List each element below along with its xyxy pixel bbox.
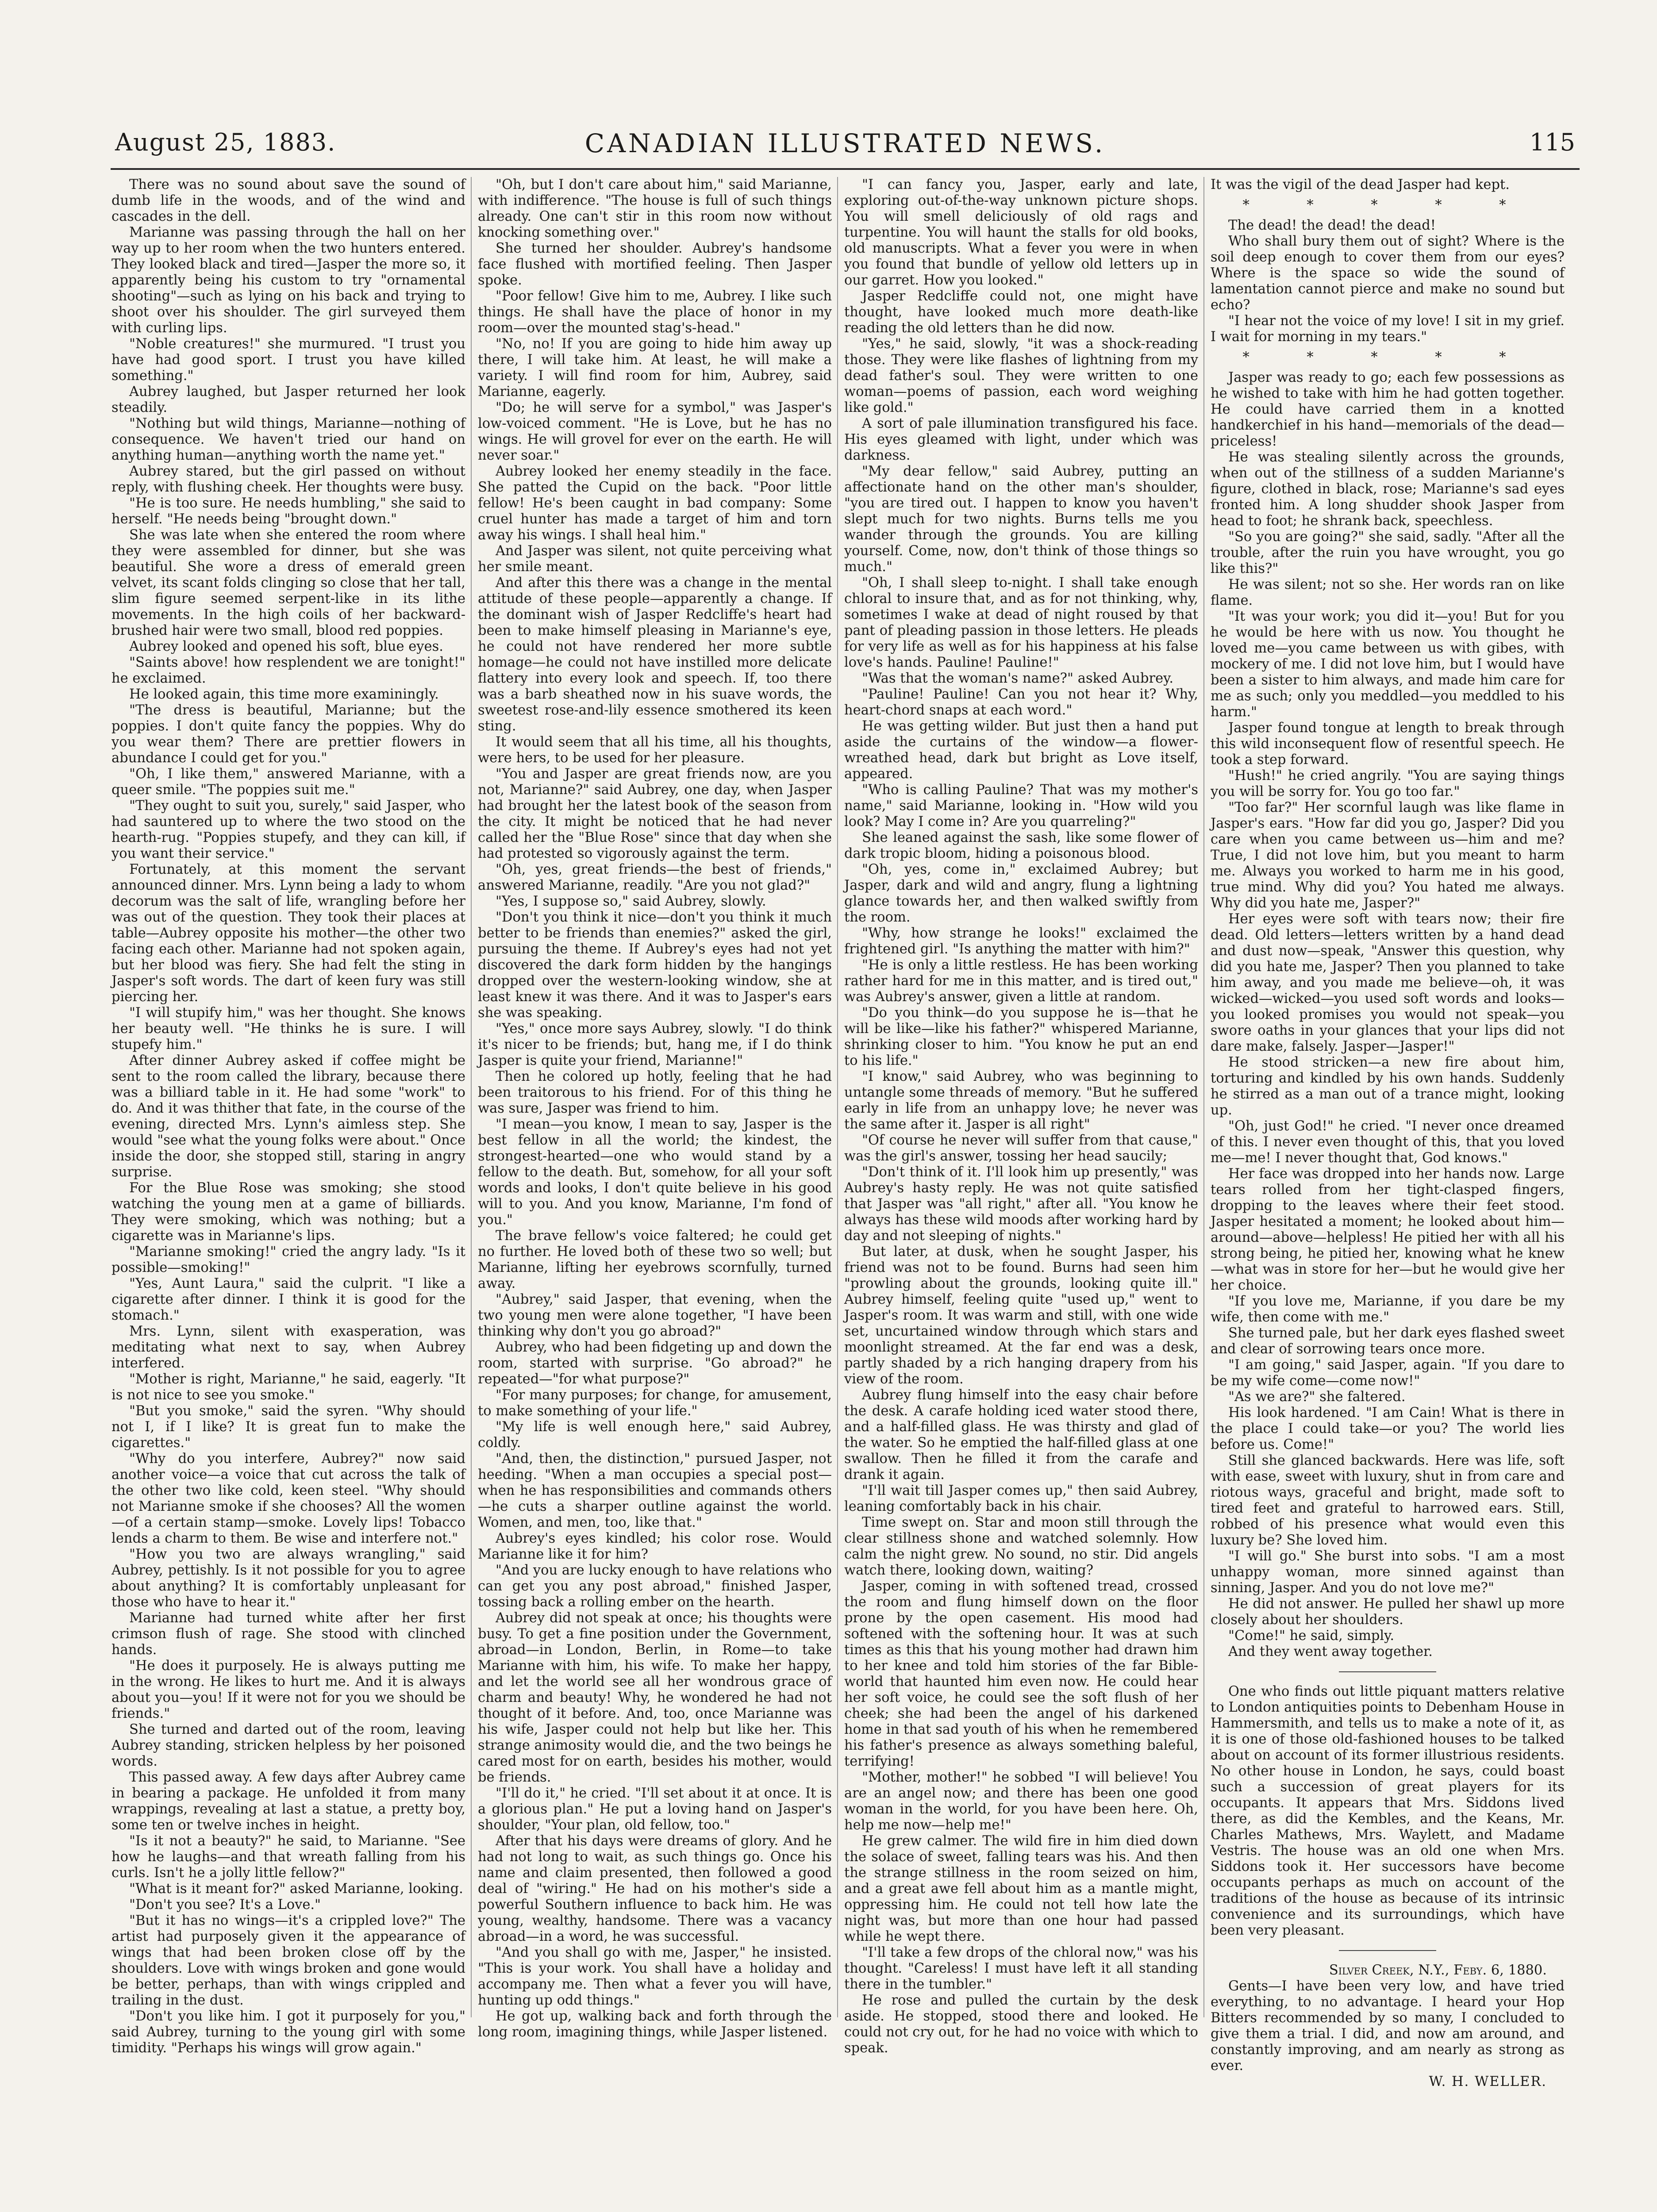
story-paragraph: Aubrey laughed, but Jasper returned her look steadily. xyxy=(111,384,465,415)
story-paragraph: "Nothing but wild things, Marianne—nothing of consequence. We haven't tried our hand on anything human—anything worth the name yet." xyxy=(111,416,465,463)
story-paragraph: "He is only a little restless. He has been working rather hard for me in this matter, and is tired out," was Aubrey's answer, given a little at random. xyxy=(844,957,1198,1005)
story-paragraph: "If you love me, Marianne, if you dare be my wife, then come with me." xyxy=(1211,1294,1565,1325)
story-paragraph: "Of course he never will suffer from that cause," was the girl's answer, tossing her head saucily; xyxy=(844,1133,1198,1164)
section-divider xyxy=(1339,1950,1436,1951)
story-paragraph: Then he colored up hotly, feeling that he had been traitorous to his friend. For of this thing he was sure, Jasper was friend to him. xyxy=(478,1069,832,1116)
story-paragraph: Time swept on. Star and moon still through the clear stillness shone and watched solemnly. How calm the night grew. No sound, no stir. Did angels watch there, looking down, waiting? xyxy=(844,1515,1198,1578)
story-paragraph: "I'll do it," he cried. "I'll set about it at once. It is a glorious plan." He put a loving hand on Jasper's shoulder, "Your plan, old fellow, too." xyxy=(478,1786,832,1833)
story-paragraph: "Why, how strange he looks!" exclaimed the frightened girl. "Is anything the matter with him?" xyxy=(844,926,1198,957)
letter-dateline: Silver Creek, N.Y., Feby. 6, 1880. xyxy=(1329,1962,1547,1978)
story-paragraph: Fortunately, at this moment the servant announced dinner. Mrs. Lynn being a lady to whom decorum was the salt of life, wrangling before her was out of the question. They took their places at table—Aubrey opposite his mother—the other two facing each other. Marianne had not spoken again, but her blood was fiery. She had felt the sting in Jasper's soft words. The dart of keen fury was still piercing her. xyxy=(111,862,465,1005)
story-paragraph: And after this there was a change in the mental attitude of these people—apparently a change. If the dominant wish of Jasper Redcliffe's heart had been to make himself pleasing in Marianne's eye, he could not have rendered her more subtle homage—he could not have instilled more delicate flattery into every look and speech. If, too there was a barb sheathed now in his suave words, the sweetest rose-and-lily essence smothered its keen sting. xyxy=(478,575,832,734)
story-paragraph: "Yes," once more says Aubrey, slowly. "I do think it's nicer to be friends; but, hang me, if I do think Jasper is quite your friend, Marianne!" xyxy=(478,1021,832,1068)
story-paragraph: He was getting wilder. But just then a hand put aside the curtains of the window—a flower-wreathed head, dark but bright as Love itself, appeared. xyxy=(844,718,1198,782)
story-paragraph: "Poor fellow! Give him to me, Aubrey. I like such things. He shall have the place of honor in my room—over the mounted stag's-head." xyxy=(478,288,832,336)
story-paragraph: "Mother, mother!" he sobbed "I will believe! You are an angel now; and there has been one good woman in the world, for you have been here. Oh, help me now—help me!" xyxy=(844,1770,1198,1833)
story-paragraph: "Who is calling Pauline? That was my mother's name," said Marianne, looking in. "How wild you look? May I come in? Are you quarreling?" xyxy=(844,782,1198,830)
story-paragraph: He rose and pulled the curtain by the desk aside. He stopped, stood there and looked. He could not cry out, for he had no voice with which to speak. xyxy=(844,1993,1198,2056)
story-paragraph: "Oh, yes, great friends—the best of friends," answered Marianne, readily. "Are you not glad?" xyxy=(478,862,832,893)
story-paragraph: Who shall bury them out of sight? Where is the soil deep enough to cover them from our eyes? Where is the space so wide the sound of lamentation cannot pierce and make no sound but echo? xyxy=(1211,234,1565,313)
story-paragraph: He was silent; not so she. Her words ran on like flame. xyxy=(1211,577,1565,608)
story-paragraph: "Don't you see? It's a Love." xyxy=(129,1897,321,1912)
column-divider xyxy=(837,177,838,2017)
section-break: * * * * * xyxy=(1242,349,1533,365)
article-column-3 xyxy=(844,177,1198,2056)
story-paragraph: She leaned against the sash, like some flower of dark tropic bloom, hiding a poisonous blood. xyxy=(844,830,1198,861)
story-paragraph: Marianne had turned white after her first crimson flush of rage. She stood with clinched hands. xyxy=(111,1610,465,1658)
story-paragraph: "I can fancy you, Jasper, early and late, exploring out-of-the-way unknown picture shops. You will smell deliciously of old rags and turpentine. You will haunt the stalls for old books, old manuscripts. What a fever you were in when you found that bundle of yellow old letters up in our garret. How you looked." xyxy=(844,177,1198,288)
letter-signature: W. H. WELLER. xyxy=(1429,2074,1547,2089)
story-paragraph: After that his days were dreams of glory. And he had not long to wait, as such things go. Once his name and claim presented, then followed a good deal of "wiring." He had on his mother's side a powerful Southern influence to back him. He was young, wealthy, handsome. There was a vacancy abroad—in a word, he was successful. xyxy=(478,1833,832,1944)
story-paragraph: "So you are going?" she said, sadly. "After all the trouble, after the ruin you have wrought, you go like this?" xyxy=(1211,529,1565,576)
story-paragraph: "Is it not a beauty?" he said, to Marianne. "See how he laughs—and that wreath falling from his curls. Isn't he a jolly little fellow?" xyxy=(111,1833,465,1881)
story-paragraph: Aubrey, who had been fidgeting up and down the room, started with surprise. "Go abroad?" he repeated—"for what purpose?" xyxy=(478,1340,832,1387)
story-paragraph: It was the vigil of the dead Jasper had kept. xyxy=(1211,177,1510,192)
story-paragraph: "And you shall go with me, Jasper," he insisted. "This is your work. You shall have a holiday and accompany me. Then what a fever you will have, hunting up odd things." xyxy=(478,1945,832,2008)
story-paragraph: But later, at dusk, when he sought Jasper, his friend was not to be found. Burns had seen him "prowling about the grounds, looking quite ill." Aubrey himself, feeling quite "used up," went to Jasper's room. It was warm and still, with one wide set, uncurtained window through which stars and moonlight streamed. At the far end was a desk, partly shaded by a rich hanging drapery from his view of the room. xyxy=(844,1244,1198,1387)
story-paragraph: She was late when she entered the room where they were assembled for dinner, but she was beautiful. She wore a dress of emerald green velvet, its scant folds clinging so close that her tall, slim figure seemed serpent-like in its lithe movements. In the high coils of her backward-brushed hair were two small, blood red poppies. xyxy=(111,527,465,638)
section-divider xyxy=(1339,1671,1436,1672)
story-paragraph: "As we are?" she faltered. xyxy=(1228,1389,1406,1405)
letter-body: Gents—I have been very low, and have tried everything, to no advantage. I heard your Hop Bitters recommended by so many, I concluded to give them a trial. I did, and now am around, and constantly improving, and am nearly as strong as ever. xyxy=(1211,1978,1565,2074)
story-paragraph: He looked again, this time more examiningly. xyxy=(129,687,439,702)
masthead xyxy=(111,119,1580,170)
story-paragraph: A sort of pale illumination transfigured his face. His eyes gleamed with light, under which was darkness. xyxy=(844,416,1198,463)
story-paragraph: "Oh, I like them," answered Marianne, with a queer smile. "The poppies suit me." xyxy=(111,766,465,798)
story-paragraph: "Saints above! how resplendent we are tonight!" he exclaimed. xyxy=(111,655,465,686)
story-paragraph: "And you are lucky enough to have relations who can get you any post abroad," finished Jasper, tossing back a rolling ember on the hearth. xyxy=(478,1563,832,1610)
story-paragraph: This passed away. A few days after Aubrey came in bearing a package. He unfolded it from many wrappings, revealing at last a statue, a pretty boy, some ten or twelve inches in height. xyxy=(111,1770,465,1833)
story-paragraph: "Pauline! Pauline! Can you not hear it? Why, heart-chord snaps at each word." xyxy=(844,687,1198,718)
story-paragraph: Aubrey looked and opened his soft, blue eyes. xyxy=(129,639,443,654)
story-paragraph: "My life is well enough here," said Aubrey, coldly. xyxy=(478,1419,832,1451)
story-paragraph: Jasper Redcliffe could not, one might have thought, have looked much more death-like reading the old letters than he did now. xyxy=(844,288,1198,336)
story-paragraph: She turned her shoulder. Aubrey's handsome face flushed with mortified feeling. Then Jasper spoke. xyxy=(478,241,832,288)
story-paragraph: Jasper, coming in with softened tread, crossed the room and flung himself down on the floor prone by the open casement. His mood had softened with the softening hour. It was at such times as this that his young mother had drawn him to her knee and told him stories of the far Bible-world that haunted him even now. He could hear her soft voice, he could see the soft flush of her cheek; she had been the angel of his darkened home in that sad youth of his when he remembered his father's presence as always something baleful, terrifying! xyxy=(844,1578,1198,1769)
story-paragraph: Jasper was ready to go; each few possessions as he wished to take with him he had gotten together. He could have carried them in a knotted handkerchief in his hand—memorials of the dead—priceless! xyxy=(1211,370,1565,449)
section-break: * * * * * xyxy=(1242,197,1533,213)
story-paragraph: He did not answer. He pulled her shawl up more closely about her shoulders. xyxy=(1211,1596,1565,1628)
story-paragraph: And they went away together. xyxy=(1228,1644,1433,1659)
story-paragraph: And Jasper was silent, not quite perceiving what her smile meant. xyxy=(478,543,832,575)
story-paragraph: For the Blue Rose was smoking; she stood watching the young men at a game of billiards. They were smoking, which was nothing; but a cigarette was in Marianne's lips. xyxy=(111,1180,465,1244)
story-paragraph: "The dress is beautiful, Marianne; but the poppies. I don't quite fancy the poppies. Why do you wear them? There are prettier flowers in abundance I could get for you." xyxy=(111,703,465,766)
story-paragraph: "I will go." She burst into sobs. "I am a most unhappy woman, more sinned against than sinning, Jasper. And you do not love me?" xyxy=(1211,1548,1565,1596)
column-divider xyxy=(471,177,472,2017)
story-paragraph: She turned pale, but her dark eyes flashed sweet and clear of sorrowing tears once more. xyxy=(1211,1325,1565,1357)
story-paragraph: It would seem that all his time, all his thoughts, were hers, to be used for her pleasure. xyxy=(478,734,832,766)
story-paragraph: His look hardened. "I am Cain! What is there in the place I could take—or you? The world lies before us. Come!" xyxy=(1211,1405,1565,1452)
story-paragraph: Mrs. Lynn, silent with exasperation, was meditating what next to say, when Aubrey interfered. xyxy=(111,1324,465,1371)
story-paragraph: "Oh, I shall sleep to-night. I shall take enough chloral to insure that, and as for not thinking, why, sometimes I wake at dead of night roused by that pant of pleading passion in those letters. He pleads for very life as well as for his happiness at his false love's hands. Pauline! Pauline!" xyxy=(844,575,1198,670)
story-paragraph: "Don't think of it. I'll look him up presently," was Aubrey's hasty reply. He was not quite satisfied that Jasper was "all right," after all. "You know he always has these wild moods after working hard by day and not sleeping of nights." xyxy=(844,1164,1198,1244)
newspaper-title: CANADIAN ILLUSTRATED NEWS. xyxy=(584,128,1106,158)
column-divider xyxy=(1203,177,1205,2017)
story-paragraph: "I mean—you know, I mean to say, Jasper is the best fellow in all the world; the kindest, the strongest-hearted—one who would stand by a fellow to the death. But, somehow, for all your soft words and looks, I don't quite believe in his good will to you. And you know, Marianne, I'm fond of you." xyxy=(478,1117,832,1228)
story-paragraph: "Oh, yes, come in," exclaimed Aubrey; but Jasper, dark and wild and angry, flung a lightning glance towards her, and then walked swiftly from the room. xyxy=(844,862,1198,925)
story-paragraph: The dead! the dead! the dead! xyxy=(1228,218,1436,233)
story-paragraph: "I know," said Aubrey, who was beginning to untangle some threads of memory. "But he suffered early in life from an unhappy love; he never was the same after it. Jasper is all right" xyxy=(844,1069,1198,1132)
story-paragraph: "What is it meant for?" asked Marianne, looking. xyxy=(129,1881,463,1897)
story-paragraph: "Oh, just God!" he cried. "I never once dreamed of this. I never even thought of this, that you loved me—me! I never thought that, God knows." xyxy=(1211,1118,1565,1166)
story-paragraph: "Don't you like him. I got it purposely for you," said Aubrey, turning to the young girl with some timidity. "Perhaps his wings will grow again." xyxy=(111,2008,465,2056)
story-paragraph: "Come!" he said, simply. xyxy=(1228,1628,1395,1644)
story-paragraph: Marianne was passing through the hall on her way up to her room when the two hunters entered. They looked black and tired—Jasper the more so, it apparently being his custom to try "ornamental shooting"—such as lying on his back and trying to shoot over his shoulder. The girl surveyed them with curling lips. xyxy=(111,225,465,336)
story-paragraph: "Oh, but I don't care about him," said Marianne, with indifference. "The house is full of such things already. One can't stir in this room now without knocking something over." xyxy=(478,177,832,240)
story-paragraph: Aubrey stared, but the girl passed on without reply, with flushing cheek. Her thoughts were busy. xyxy=(111,464,465,495)
story-paragraph: "Aubrey," said Jasper, that evening, when the two young men were alone together, "I have been thinking why don't you go abroad?" xyxy=(478,1292,832,1339)
story-paragraph: "Yes, Aunt Laura," said the culprit. "I like a cigarette after dinner. I think it is good for the stomach." xyxy=(111,1276,465,1323)
story-paragraph: "For many purposes; for change, for amusement, to make something of your life." xyxy=(478,1387,832,1419)
story-paragraph: After dinner Aubrey asked if coffee might be sent to the room called the library, because there was a billiard table in it. He had some "work" to do. And it was thither that fate, in the course of the evening, directed Mrs. Lynn's aimless step. She would "see what the young folks were about." Once inside the door, she stopped still, staring in angry surprise. xyxy=(111,1053,465,1180)
story-paragraph: Aubrey did not speak at once; his thoughts were busy. To get a fine position under the Government, abroad—in London, Berlin, in Rome—to take Marianne with him, his wife. To make her happy, and let the world see all her wondrous grace of charm and beauty! Why, he wondered he had not thought of it before. And, too, once Marianne was his wife, Jasper could not help but like her. This strange animosity would die, and the two beings he cared most for on earth, besides his mother, would be friends. xyxy=(478,1610,832,1785)
article-column-4 xyxy=(1211,177,1565,2090)
story-paragraph: "Don't you think it nice—don't you think it much better to be friends than enemies?" asked the girl, pursuing the theme. If Aubrey's eyes had not yet discovered the dark form hidden by the hangings dropped over the western-looking window, she at least knew it was there. And it was to Jasper's ears she was speaking. xyxy=(478,910,832,1021)
story-paragraph: Aubrey flung himself into the easy chair before the desk. A carafe holding iced water stood there, and a half-filled glass. He was thirsty and glad of the water. So he emptied the half-filled glass at one swallow. Then he filled it from the carafe and drank it again. xyxy=(844,1387,1198,1482)
story-paragraph: Still she glanced backwards. Here was life, soft with ease, sweet with luxury, shut in from care and riotous ways, graceful and bright, made soft to tired feet and grateful to harrowed ears. Still, robbed of his presence what would even this luxury be? She loved him. xyxy=(1211,1453,1565,1548)
story-paragraph: "And, then, the distinction," pursued Jasper, not heeding. "When a man occupies a special post—when he has responsibilities and commands others—he cuts a sharper outline against the world. Women, and men, too, like that." xyxy=(478,1451,832,1530)
story-paragraph: "You and Jasper are great friends now, are you not, Marianne?" said Aubrey, one day, when Jasper had brought her the latest book of the season from the city. It might be noticed that he had never called her the "Blue Rose" since that day when she had protested so vigorously against the term. xyxy=(478,766,832,861)
story-paragraph: "Yes," he said, slowly, "it was a shock-reading those. They were like flashes of lightning from my dead father's soul. They were written to one woman—poems of passion, each word weighing like gold." xyxy=(844,336,1198,415)
story-paragraph: Her face was dropped into her hands now. Large tears rolled from her tight-clasped fingers, dropping to the leaves where their feet stood. Jasper hesitated a moment; he looked about him—around—above—helpless! He pitied her with all his strong being, he pitied her, knowing what he knew—what was in store for her—but he would give her her choice. xyxy=(1211,1166,1565,1293)
story-paragraph: "My dear fellow," said Aubrey, putting an affectionate hand on the other man's shoulder, "you are tired out. I happen to know you haven't slept much for two nights. Burns tells me you wander through the grounds. You are killing yourself. Come, now, don't think of those things so much." xyxy=(844,464,1198,575)
story-conclusion xyxy=(1211,177,1565,1660)
story-paragraph: He got up, walking back and forth through the long room, imagining things, while Jasper listened. xyxy=(478,2008,832,2040)
story-paragraph: There was no sound about save the sound of dumb life in the woods, and of the wind and cascades in the dell. xyxy=(111,177,465,224)
story-paragraph: He was stealing silently across the grounds, when out of the stillness of a sudden Marianne's figure, clothed in black, rose; Marianne's sad eyes fronted him. A long shudder shook Jasper from head to foot; he shrank back, speechless. xyxy=(1211,449,1565,529)
story-paragraph: "Too far?" Her scornful laugh was like flame in Jasper's ears. "How far did you go, Jasper? Did you care when you came between us—him and me? True, I did not love him, but you meant to harm me. Always you worked to harm me in his good, true mind. Why did you? You hated me always. Why did you hate me, Jasper?" xyxy=(1211,800,1565,911)
story-paragraph: "Yes, I suppose so," said Aubrey, slowly. xyxy=(496,894,766,909)
story-paragraph: "Mother is right, Marianne," he said, eagerly. "It is not nice to see you smoke." xyxy=(111,1371,465,1403)
story-paragraph: "No, no! If you are going to hide him away up there, I will take him. At least, he will make a variety. I will find room for him, Aubrey, said Marianne, eagerly. xyxy=(478,336,832,399)
story-paragraph: "Why do you interfere, Aubrey?" now said another voice—a voice that cut across the talk of the other two like cold, keen steel. "Why should not Marianne smoke if she chooses? All the women—of a certain stamp—smoke. Lovely lips! Tobacco lends a charm to them. Be wise and interfere not." xyxy=(111,1451,465,1546)
story-paragraph: Her eyes were soft with tears now; their fire dead. Old letters—letters written by a hand dead and dust now—speak, "Answer this question, why did you hate me, Jasper? Then you planned to take him away, and you made me believe—oh, it was wicked—wicked—you used soft words and looks—you looked promises you would not speak—you swore oaths in your glances that your lips did not dare make, falsely. Jasper—Jasper!" xyxy=(1211,911,1565,1054)
story-paragraph: She turned and darted out of the room, leaving Aubrey standing, stricken helpless by her poisoned words. xyxy=(111,1722,465,1769)
story-paragraph: "It was your work; you did it—you! But for you he would be here with us now. You thought he loved me—you came between us with gibes, with mockery of me. I did not love him, but I would have been a sister to him always, and made him care for me as such; only you meddled—you meddled to his harm." xyxy=(1211,609,1565,720)
story-paragraph: "Was that the woman's name?" asked Aubrey. xyxy=(862,671,1174,686)
article-column-2 xyxy=(478,177,832,2040)
story-paragraph: "But you smoke," said the syren. "Why should not I, if I like? It is great fun to make the cigarettes." xyxy=(111,1403,465,1451)
story-paragraph: "I'll wait till Jasper comes up," then said Aubrey, leaning comfortably back in his chair. xyxy=(844,1483,1198,1514)
issue-date: August 25, 1883. xyxy=(115,128,336,156)
story-paragraph: "But it has no wings—it's a crippled love?" The artist had purposely given it the appearance of wings that had been broken close off by the shoulders. Love with wings broken and gone would be better, perhaps, than with wings crippled and trailing in the dust. xyxy=(111,1913,465,2008)
page-number: 115 xyxy=(1529,128,1575,156)
story-paragraph: "How you two are always wrangling," said Aubrey, pettishly. Is it not possible for you to agree about anything? It is comfortably unpleasant for those who have to hear it." xyxy=(111,1547,465,1610)
story-paragraph: "Marianne smoking!" cried the angry lady. "Is it possible—smoking!" xyxy=(111,1244,465,1275)
story-paragraph: "I will stupify him," was her thought. She knows her beauty well. "He thinks he is sure. I will stupefy him." xyxy=(111,1005,465,1052)
news-item-paragraph: One who finds out little piquant matters relative to London antiquities points to Debenham House in Hammersmith, and tells us to make a note of it, as it is one of those old-fashioned houses to be talked about on account of its former illustrious residents. No other house in London, he says, could boast such a succession of great players for its occupants. It appears that Mrs. Siddons lived there, as did the Kembles, and the Keans, Mr. Charles Mathews, Mrs. Waylett, and Madame Vestris. The house was an old one when Mrs. Siddons took it. Her successors have become occupants perhaps as much on account of the traditions of the house as because of its intrinsic convenience and its surroundings, which have been very pleasant. xyxy=(1211,1684,1565,1938)
story-paragraph: "Do you think—do you suppose he is—that he will be like—like his father?" whispered Marianne, shrinking closer to him. "You know he put an end to his life." xyxy=(844,1005,1198,1068)
story-paragraph: He stood stricken—a new fire about him, torturing and kindled by his own hands. Suddenly he stirred as a man out of a trance might, looking up. xyxy=(1211,1055,1565,1118)
story-paragraph: "I'll take a few drops of the chloral now," was his thought. "Careless! I must have left it all standing there in the tumbler." xyxy=(844,1945,1198,1992)
article-column-1 xyxy=(111,177,465,2056)
story-paragraph: "He does it purposely. He is always putting me in the wrong. He likes to hurt me. And it is always about you—you! If it were not for you we should be friends." xyxy=(111,1658,465,1721)
story-paragraph: He grew calmer. The wild fire in him died down the solace of sweet, falling tears was his. And then the strange stillness in the room seized on him, and a great awe fell about him as a mantle might, oppressing him. He could not tell how late the night was, but more than one hour had passed while he wept there. xyxy=(844,1833,1198,1944)
story-paragraph: "They ought to suit you, surely," said Jasper, who had sauntered up to where the two stood on the hearth-rug. "Poppies stupefy, and they can kill, if you want their service." xyxy=(111,798,465,861)
story-paragraph: Aubrey looked her enemy steadily in the face. She patted the Cupid on the back. "Poor little fellow! He's been caught in bad company: Some cruel hunter has made a target of him and torn away his wings. I shall heal him." xyxy=(478,464,832,543)
story-paragraph: "Noble creatures!" she murmured. "I trust you have had good sport. I trust you have killed something." xyxy=(111,336,465,384)
story-paragraph: The brave fellow's voice faltered; he could get no further. He loved both of these two so well; but Marianne, lifting her eyebrows scornfully, turned away. xyxy=(478,1228,832,1291)
story-paragraph: "He is too sure. He needs humbling," she said to herself. "He needs being "brought down." xyxy=(111,495,465,527)
story-paragraph: "I hear not the voice of my love! I sit in my grief. I wait for morning in my tears." xyxy=(1211,313,1565,345)
story-paragraph: "Hush!" he cried angrily. "You are saying things you will be sorry for. You go too far." xyxy=(1211,768,1565,799)
story-paragraph: Jasper found tongue at length to break through this wild inconsequent flow of resentful speech. He took a step forward. xyxy=(1211,720,1565,768)
story-paragraph: "I am going," said Jasper, again. "If you dare to be my wife come—come now!" xyxy=(1211,1357,1565,1389)
story-paragraph: Aubrey's eyes kindled; his color rose. Would Marianne like it for him? xyxy=(478,1531,832,1562)
story-paragraph: "Do; he will serve for a symbol," was Jasper's low-voiced comment. "He is Love, but he has no wings. He will grovel for ever on the earth. He will never soar." xyxy=(478,400,832,463)
